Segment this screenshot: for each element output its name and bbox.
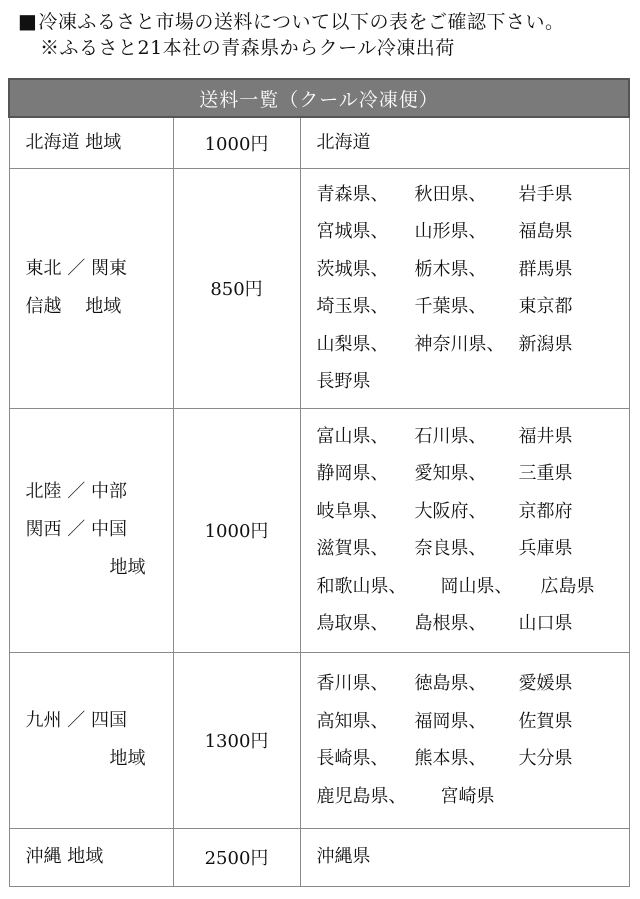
- notice-header: [18, 8, 638, 61]
- prefecture-name: 山梨県、: [316, 333, 389, 355]
- prefecture-line: [317, 213, 629, 251]
- prefecture-line: [317, 288, 629, 326]
- prefecture-name: 青森県、: [316, 183, 389, 205]
- prefecture-name: 山口県: [518, 613, 573, 634]
- prefecture-name: 徳島県、: [414, 673, 487, 694]
- prefecture-name: 和歌山県、: [316, 575, 407, 597]
- prefecture-name: 埼玉県、: [316, 296, 389, 317]
- prefecture-name: 静岡県、: [316, 463, 389, 484]
- prefecture-name: 奈良県、: [414, 538, 487, 559]
- table-row: [9, 117, 629, 168]
- prefecture-name: 福島県: [518, 221, 573, 242]
- region-cell: [9, 408, 173, 652]
- prefecture-name: 岡山県、: [440, 575, 513, 597]
- prefecture-name: 愛媛県: [518, 673, 573, 694]
- prefecture-name: 香川県、: [316, 673, 389, 694]
- prefecture-name: 福井県: [518, 425, 573, 447]
- table-row: [9, 168, 629, 408]
- price-cell: 1300円: [173, 652, 300, 828]
- prefecture-line: [317, 703, 629, 741]
- prefecture-name: 神奈川県、: [414, 333, 505, 355]
- notice-text: 冷凍ふるさと市場の送料について以下の表をご確認下さい。: [38, 11, 565, 33]
- prefecture-name: 大分県: [518, 748, 573, 769]
- shipping-rate-table: [8, 78, 630, 887]
- price-cell: 1000円: [173, 408, 300, 652]
- prefecture-list-cell: [300, 652, 629, 828]
- region-label: 北陸 ／ 中部: [25, 481, 127, 502]
- prefecture-line: [317, 124, 629, 162]
- prefecture-list-cell: [300, 408, 629, 652]
- table-row: [9, 828, 629, 886]
- region-label: 関西 ／ 中国: [25, 519, 127, 540]
- prefecture-line: [317, 493, 629, 531]
- prefecture-name: 熊本県、: [414, 748, 487, 769]
- region-label: 九州 ／ 四国: [25, 710, 127, 731]
- table-row: [9, 408, 629, 652]
- prefecture-list-cell: [300, 117, 629, 168]
- prefecture-name: 茨城県、: [316, 258, 389, 280]
- prefecture-list-cell: [300, 168, 629, 408]
- prefecture-line: [317, 418, 629, 456]
- prefecture-line: [317, 530, 629, 568]
- prefecture-name: 長野県: [316, 371, 371, 392]
- table-title: 送料一覧（クール冷凍便）: [9, 79, 629, 117]
- prefecture-line: [317, 455, 629, 493]
- notice-line-1: [18, 8, 638, 35]
- prefecture-name: 沖縄県: [316, 846, 371, 868]
- region-cell: [9, 168, 173, 408]
- price-cell: 850円: [173, 168, 300, 408]
- notice-line-2: ※ふるさと21本社の青森県からクール冷凍出荷: [40, 37, 455, 59]
- prefecture-line: [317, 605, 629, 643]
- prefecture-name: 大阪府、: [414, 500, 487, 522]
- prefecture-line: [317, 363, 629, 401]
- region-cell: [9, 652, 173, 828]
- prefecture-name: 秋田県、: [414, 183, 487, 205]
- prefecture-name: 岩手県: [518, 183, 573, 205]
- prefecture-name: 高知県、: [316, 710, 389, 732]
- prefecture-line: [317, 778, 629, 816]
- prefecture-line: [317, 326, 629, 364]
- prefecture-line: [317, 568, 629, 606]
- prefecture-name: 鹿児島県、: [316, 785, 407, 807]
- region-label: 地域: [109, 748, 146, 769]
- prefecture-name: 新潟県: [518, 333, 573, 355]
- prefecture-name: 宮崎県: [440, 785, 495, 807]
- prefecture-name: 東京都: [518, 296, 573, 317]
- price-cell: 1000円: [173, 117, 300, 168]
- prefecture-name: 福岡県、: [414, 710, 487, 732]
- region-label: 信越 地域: [25, 296, 122, 317]
- prefecture-name: 北海道: [316, 132, 371, 153]
- prefecture-name: 山形県、: [414, 221, 487, 242]
- region-cell: [9, 117, 173, 168]
- prefecture-name: 愛知県、: [414, 463, 487, 484]
- prefecture-line: [317, 665, 629, 703]
- prefecture-line: [317, 176, 629, 214]
- prefecture-name: 石川県、: [414, 425, 487, 447]
- region-label: 沖縄 地域: [25, 846, 104, 867]
- prefecture-line: [317, 251, 629, 289]
- prefecture-line: [317, 740, 629, 778]
- region-label: 東北 ／ 関東: [25, 258, 127, 279]
- prefecture-name: 群馬県: [518, 258, 573, 280]
- prefecture-name: 広島県: [540, 575, 595, 597]
- prefecture-line: [317, 838, 629, 876]
- prefecture-name: 宮城県、: [316, 221, 389, 242]
- region-cell: [9, 828, 173, 886]
- table-body: [9, 117, 629, 886]
- prefecture-name: 京都府: [518, 500, 573, 522]
- table-row: [9, 652, 629, 828]
- prefecture-name: 栃木県、: [414, 258, 487, 280]
- prefecture-name: 島根県、: [414, 613, 487, 634]
- prefecture-name: 千葉県、: [414, 296, 487, 317]
- prefecture-name: 佐賀県: [518, 710, 573, 732]
- prefecture-name: 富山県、: [316, 425, 389, 447]
- prefecture-name: 三重県: [518, 463, 573, 484]
- prefecture-name: 兵庫県: [518, 538, 573, 559]
- price-cell: 2500円: [173, 828, 300, 886]
- region-label: 北海道 地域: [25, 131, 122, 153]
- prefecture-list-cell: [300, 828, 629, 886]
- prefecture-name: 滋賀県、: [316, 538, 389, 559]
- prefecture-name: 長崎県、: [316, 748, 389, 769]
- prefecture-name: 鳥取県、: [316, 613, 389, 634]
- square-bullet-icon: ■: [18, 9, 38, 33]
- prefecture-name: 岐阜県、: [316, 500, 389, 522]
- region-label: 地域: [109, 557, 146, 578]
